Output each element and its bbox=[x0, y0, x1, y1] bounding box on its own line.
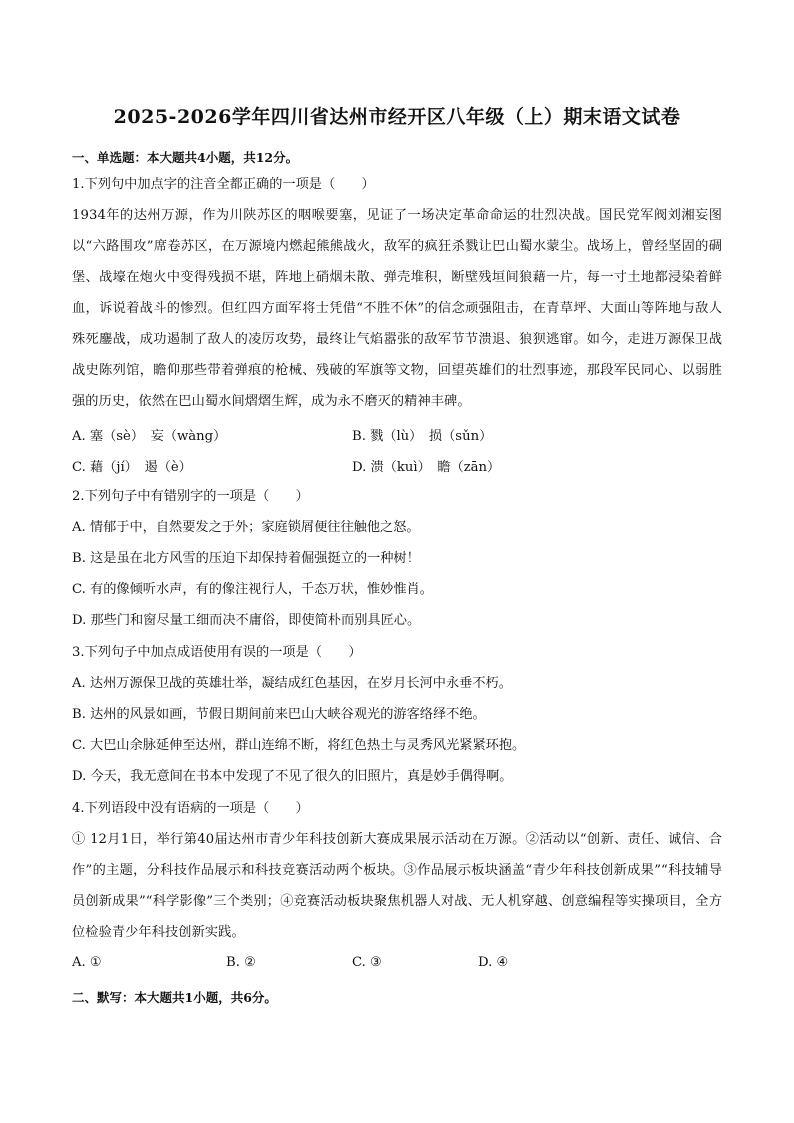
question-3-option-d: D. 今天，我无意间在书本中发现了不见了很久的旧照片，真是妙手偶得啊。 bbox=[72, 769, 513, 784]
question-2-option-a: A. 情郁于中，自然要发之于外；家庭锁屑便往往触他之怒。 bbox=[72, 520, 420, 535]
question-1-stem: 1.下列句中加点字的注音全都正确的一项是（ ） bbox=[72, 177, 375, 192]
question-1-option-c: C. 藉（jí） 遏（è） bbox=[72, 460, 192, 475]
question-4-option-a: A. ① bbox=[72, 955, 102, 970]
question-2-stem: 2.下列句子中有错别字的一项是（ ） bbox=[72, 489, 309, 504]
question-1-option-b: B. 戮（lù） 损（sǔn） bbox=[352, 429, 493, 444]
question-3-option-b: B. 达州的风景如画，节假日期间前来巴山大峡谷观光的游客络绎不绝。 bbox=[72, 707, 486, 722]
question-4-passage: ① 12月1日，举行第40届达州市青少年科技创新大赛成果展示活动在万源。②活动以“创新、责任、诚信、合作”的主题，分科技作品展示和科技竞赛活动两个板块。③作品展示板块涵盖“青少年科技创新成果”“科技辅导员创新成果”“科学影像”三个类别；④竞赛活动板块聚焦机器人对战、无人机穿越、创意编程等实操项目，全方位检验青少年科技创新实践。 bbox=[72, 832, 722, 940]
question-4-stem: 4.下列语段中没有语病的一项是（ ） bbox=[72, 801, 309, 816]
question-1-passage: 1934年的达州万源，作为川陕苏区的咽喉要塞，见证了一场决定革命命运的壮烈决战。国民党军阀刘湘妄图以“六路围攻”席卷苏区，在万源境内燃起熊熊战火，敌军的疯狂杀戮让巴山蜀水蒙尘。战场上，曾经坚固的碉堡、战壕在炮火中变得残损不堪，阵地上硝烟未散、弹壳堆积，断壁残垣间狼藉一片，每一寸土地都浸染着鲜血，诉说着战斗的惨烈。但红四方面军将士凭借“不胜不休”的信念顽强阻击，在青草坪、大面山等阵地与敌人殊死鏖战，成功遏制了敌人的凌厉攻势，最终让气焰嚣张的敌军节节溃退、狼狈逃窜。如今，走进万源保卫战战史陈列馆，瞻仰那些带着弹痕的枪械、残破的军旗等文物，回望英雄们的壮烈事迹，那段军民同心、以弱胜强的历史，依然在巴山蜀水间熠熠生辉，成为永不磨灭的精神丰碑。 bbox=[72, 208, 722, 409]
question-4-option-d: D. ④ bbox=[478, 955, 509, 970]
exam-title: 2025-2026学年四川省达州市经开区八年级（上）期末语文试卷 bbox=[113, 106, 681, 128]
question-2-option-c: C. 有的像倾听水声，有的像注视行人，千态万状，惟妙惟肖。 bbox=[72, 582, 433, 597]
section-heading-dictation: 二、默写：本大题共1小题，共6分。 bbox=[72, 990, 277, 1005]
question-3-stem: 3.下列句子中加点成语使用有误的一项是（ ） bbox=[72, 645, 362, 660]
question-2-option-b: B. 这是虽在北方风雪的压迫下却保持着倔强挺立的一种树！ bbox=[72, 551, 420, 566]
question-2-option-d: D. 那些门和窗尽量工细而决不庸俗，即使简朴而别具匠心。 bbox=[72, 613, 421, 628]
section-heading-single-choice: 一、单选题：本大题共4小题，共12分。 bbox=[72, 150, 299, 165]
question-4-option-c: C. ③ bbox=[352, 955, 382, 970]
question-3-option-a: A. 达州万源保卫战的英雄壮举，凝结成红色基因，在岁月长河中永垂不朽。 bbox=[72, 676, 512, 691]
question-3-option-c: C. 大巴山余脉延伸至达州，群山连绵不断，将红色热土与灵秀风光紧紧环抱。 bbox=[72, 738, 526, 753]
question-1-option-a: A. 塞（sè） 妄（wàng） bbox=[72, 429, 227, 444]
question-1-option-d: D. 溃（kuì） 瞻（zān） bbox=[352, 460, 501, 475]
question-4-option-b: B. ② bbox=[226, 955, 256, 970]
